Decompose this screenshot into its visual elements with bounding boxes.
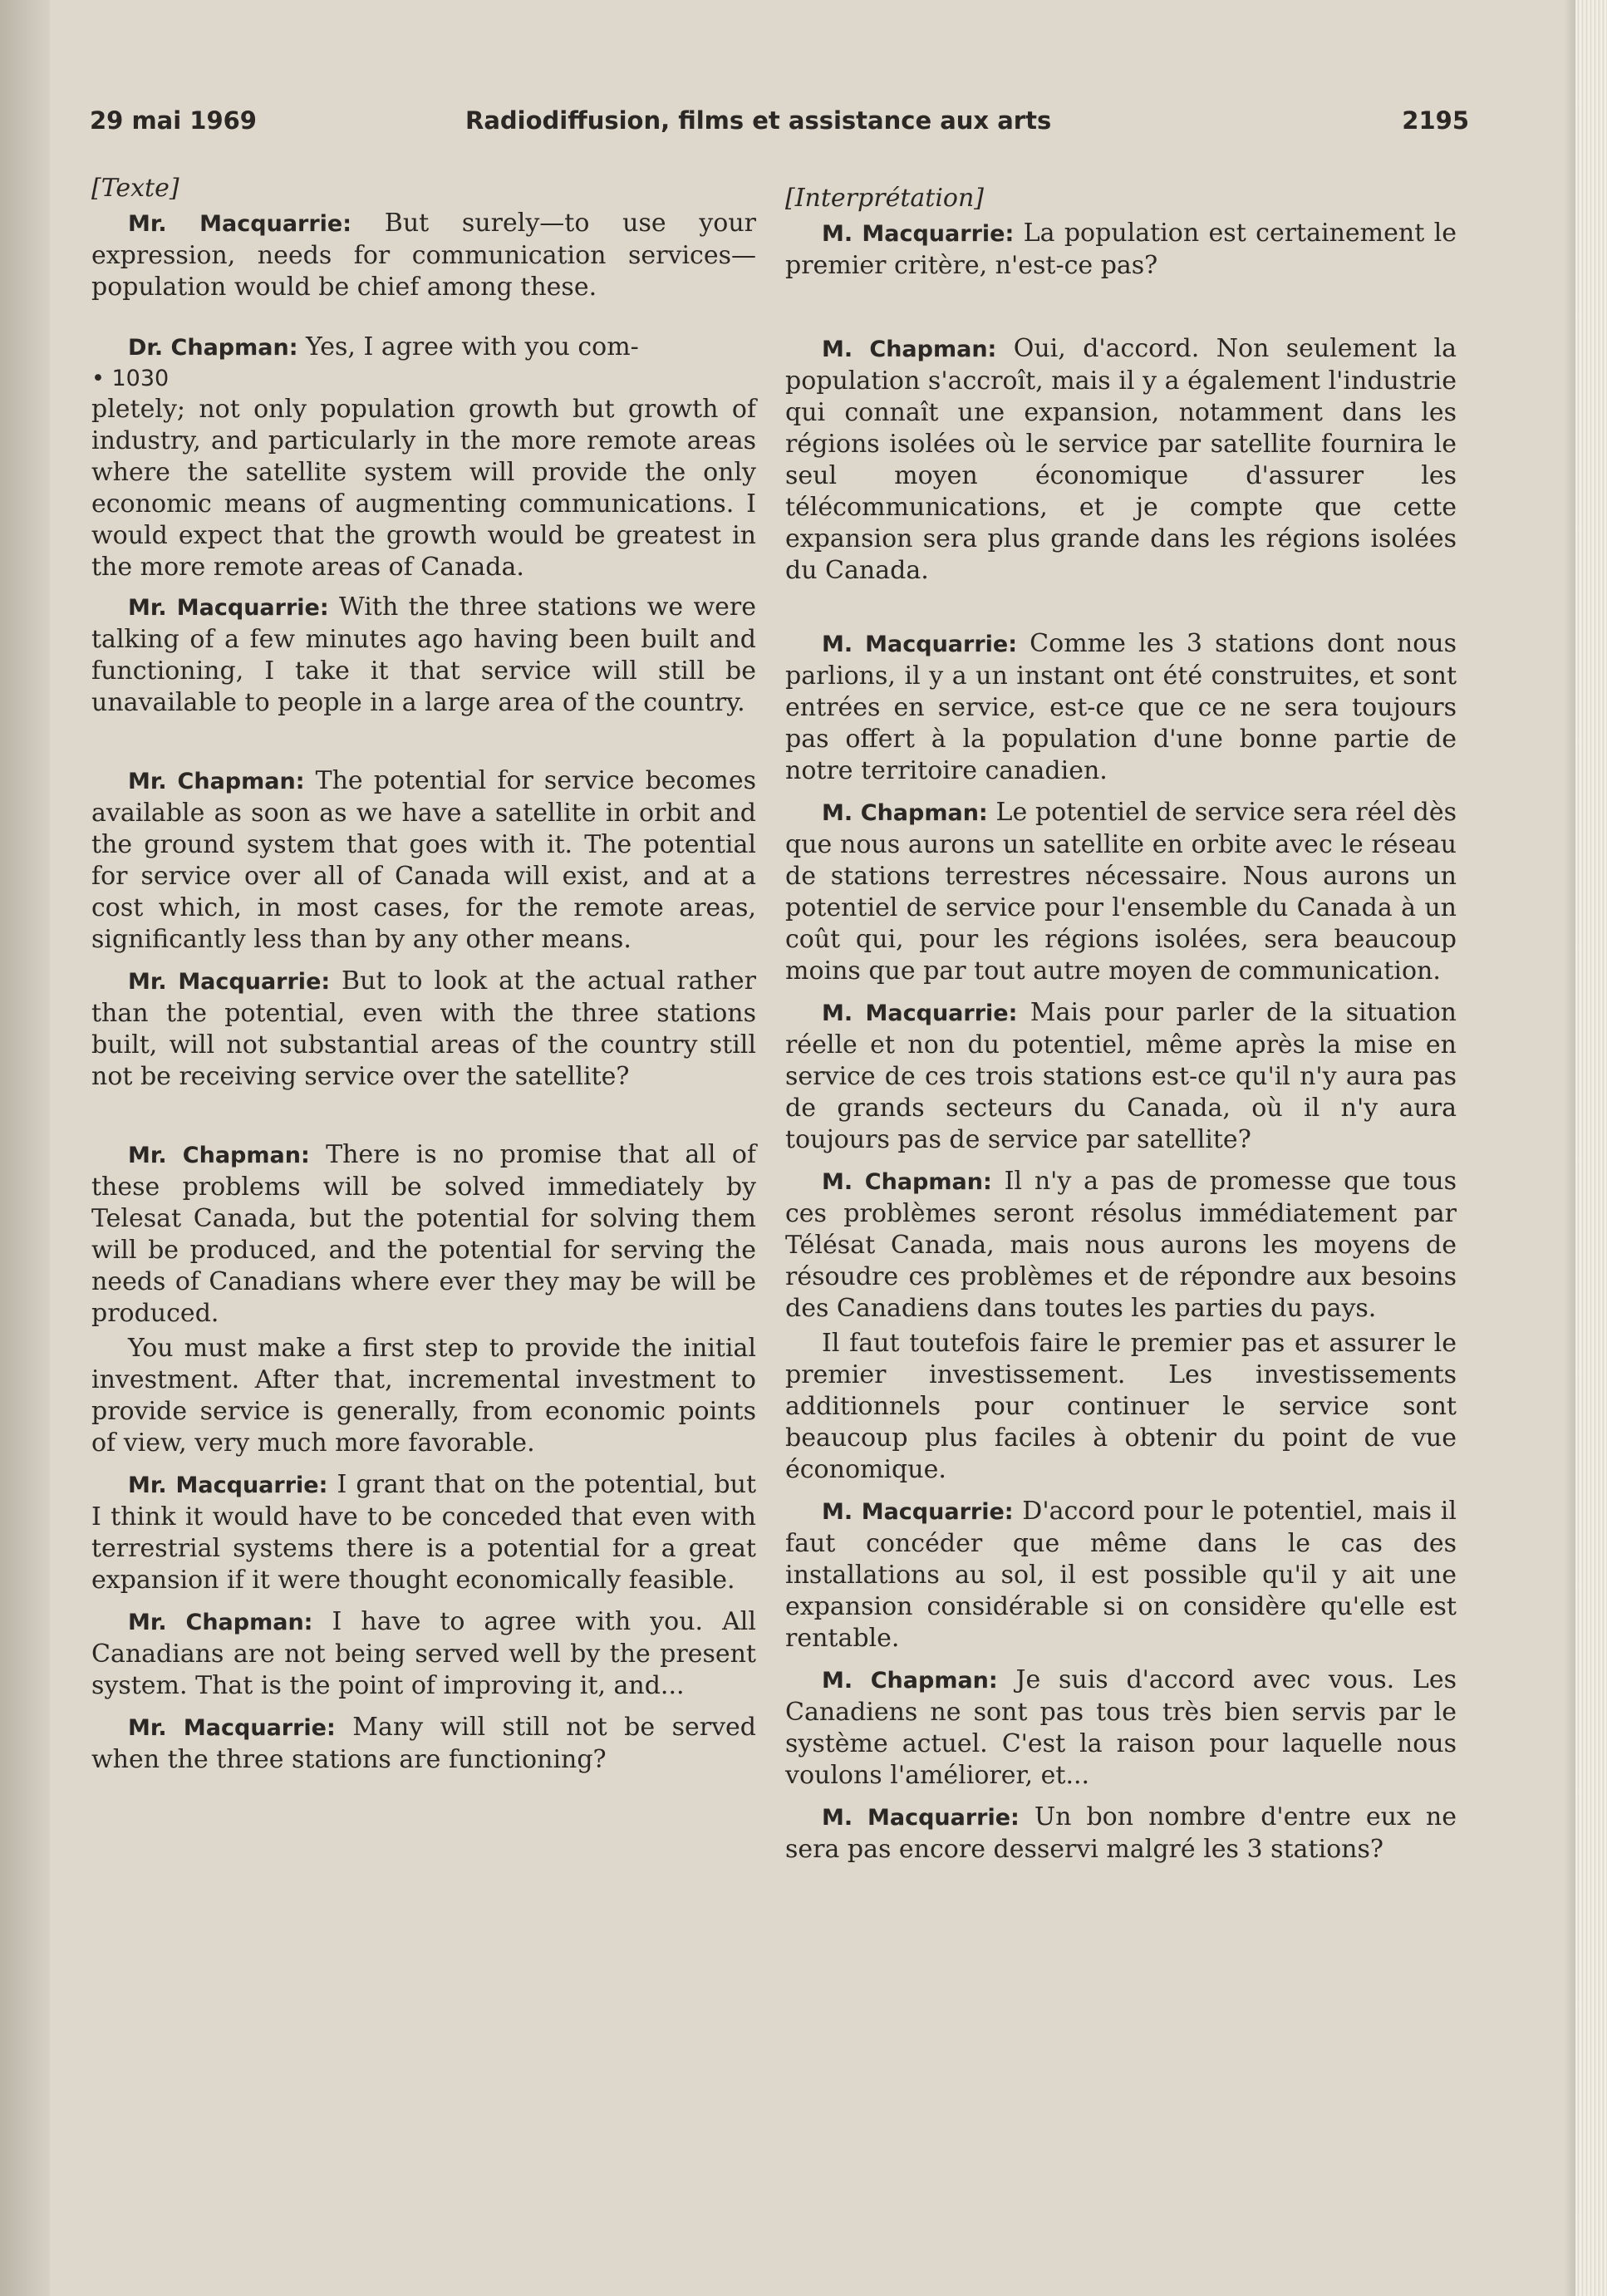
paragraph-text: Je suis d'accord avec vous. Les Canadiens ne sont pas tous très bien servis par le système actuel. C'est la raison pour laquelle nous voulons l'améliorer, et... [785,1665,1457,1790]
speaker-name: M. Macquarrie: [822,1805,1020,1831]
speaker-name: Mr. Chapman: [128,1610,313,1635]
speaker-name: Mr. Chapman: [128,769,305,794]
speaker-name: Mr. Chapman: [128,1143,310,1168]
book-gutter [0,0,50,2296]
paragraph [785,218,1457,282]
paragraph [91,332,756,364]
paragraph-text: Yes, I agree with you com- [297,332,639,361]
paragraph [785,997,1457,1156]
speaker-name: Mr. Macquarrie: [128,1715,336,1741]
speaker-name: M. Chapman: [822,800,988,826]
paragraph [91,1139,756,1330]
paragraph-text: But surely—to use your expression, needs for communication services—population would be chief among these. [91,209,756,302]
paragraph [91,966,756,1093]
paragraph-text: You must make a first step to provide the initial investment. After that, incremental investment to provide service is generally, from economic points of view, very much more favorable. [91,1334,756,1458]
paragraph-text: The potential for service becomes available as soon as we have a satellite in orbit and the ground system that goes with it. The potential for service over all of Canada will exist, and at a cost which, in most cases, for the remote areas, significantly less than by any other means. [91,766,757,954]
paragraph [785,1802,1457,1866]
paragraph [91,1333,756,1459]
english-label: [Texte] [91,174,179,203]
english-column [91,173,756,1776]
speaker-name: Mr. Macquarrie: [128,969,331,995]
paragraph-text: La population est certainement le premier critère, n'est-ce pas? [785,219,1457,280]
paragraph-text: D'accord pour le potentiel, mais il faut concéder que même dans le cas des installations au sol, il est possible qu'il y ait une expansion considérable si on considère qu'elle est rentable. [785,1497,1457,1653]
header-page-number: 2195 [1402,106,1469,135]
paragraph-text: I grant that on the potential, but I think it would have to be conceded that even with terrestrial systems there is a potential for a great expansion if it were thought economically feasible. [91,1470,756,1595]
paragraph [91,1606,756,1702]
paragraph-text: Comme les 3 stations dont nous parlions, il y a un instant ont été construites, et sont entrées en service, est-ce que ce ne sera toujours pas offert à la population d'une bonne partie de notre territoire canadien. [785,629,1457,785]
speaker-name: M. Macquarrie: [822,1001,1018,1026]
paragraph [91,394,756,583]
paragraph [785,797,1457,987]
paragraph [91,592,756,719]
paragraph-text: With the three stations we were talking of a few minutes ago having been built and functioning, I take it that service will still be unavailable to people in a large area of the country. [91,592,757,717]
header-title: Radiodiffusion, films et assistance aux arts [465,106,1052,135]
running-header [90,106,1469,148]
paragraph-text: I have to agree with you. All Canadians are not being served well by the present system. That is the point of improving it, and... [91,1607,756,1700]
paragraph [91,1469,756,1596]
header-date: 29 mai 1969 [90,106,257,135]
paragraph-text: There is no promise that all of these problems will be solved immediately by Telesat Canada, but the potential for solving them will be produced, and the potential for serving the needs of Canadians where ever they may be will be produced. [91,1140,756,1328]
paragraph-text: Il n'y a pas de promesse que tous ces problèmes seront résolus immédiatement par Télésat Canada, mais nous aurons les moyens de résoudre ces problèmes et de répondre aux besoins des Canadiens dans toutes les parties du pays. [785,1167,1457,1323]
paragraph [785,628,1457,787]
speaker-name: M. Macquarrie: [822,221,1015,247]
speaker-name: Mr. Macquarrie: [128,211,352,237]
time-mark: • 1030 [91,366,170,391]
speaker-name: Dr. Chapman: [128,335,298,361]
speaker-name: M. Macquarrie: [822,1499,1014,1525]
french-label: [Interprétation] [785,184,985,213]
speaker-name: M. Chapman: [822,1169,992,1195]
paragraph [785,333,1457,587]
speaker-name: M. Chapman: [822,337,997,362]
paragraph-text: pletely; not only population growth but growth of industry, and particularly in the more remote areas where the satellite system will provide the only economic means of augmenting communications. I would expect that the growth would be greatest in the more remote areas of Canada. [91,395,756,582]
speaker-name: M. Chapman: [822,1668,998,1694]
paragraph-text: Le potentiel de service sera réel dès que nous aurons un satellite en orbite avec le réseau de stations terrestres nécessaire. Nous aurons un potentiel de service pour l'ensemble du Canada à un coût qui, pour les régions isolées, sera beaucoup moins que par tout autre moyen de communication. [785,798,1457,986]
paragraph-text: Mais pour parler de la situation réelle et non du potentiel, même après la mise en service de ces trois stations est-ce qu'il n'y aura pas de grands secteurs du Canada, où il n'y aura toujours pas de service par satellite? [785,998,1457,1154]
paragraph-text: Many will still not be served when the three stations are functioning? [91,1713,756,1774]
paragraph [785,1166,1457,1325]
page-edge-shadow [1564,0,1575,2296]
paragraph-text: Un bon nombre d'entre eux ne sera pas encore desservi malgré les 3 stations? [785,1802,1457,1864]
paragraph-text: But to look at the actual rather than the potential, even with the three stations built, will not substantial areas of the country still not be receiving service over the satellite? [91,966,756,1091]
page-stack-edge [1575,0,1607,2296]
paragraph [785,1664,1457,1792]
paragraph [91,208,756,303]
paragraph [91,1712,756,1776]
paragraph [785,1496,1457,1654]
paragraph-text: Il faut toutefois faire le premier pas et assurer le premier investissement. Les investissements additionnels pour continuer le service sont beaucoup plus faciles à obtenir du point de vue économique. [785,1329,1457,1484]
french-column [785,183,1457,1866]
speaker-name: Mr. Macquarrie: [128,1472,328,1498]
paragraph-text: Oui, d'accord. Non seulement la population s'accroît, mais il y a également l'industrie qui connaît une expansion, notamment dans les régions isolées où le service par satellite fournira le seul moyen économique d'assurer les télécommunications, et je compte que cette expansion sera plus grande dans les régions isolées du Canada. [785,334,1457,585]
paragraph [785,1328,1457,1486]
speaker-name: M. Macquarrie: [822,632,1018,657]
paragraph [91,765,756,956]
speaker-name: Mr. Macquarrie: [128,595,329,621]
